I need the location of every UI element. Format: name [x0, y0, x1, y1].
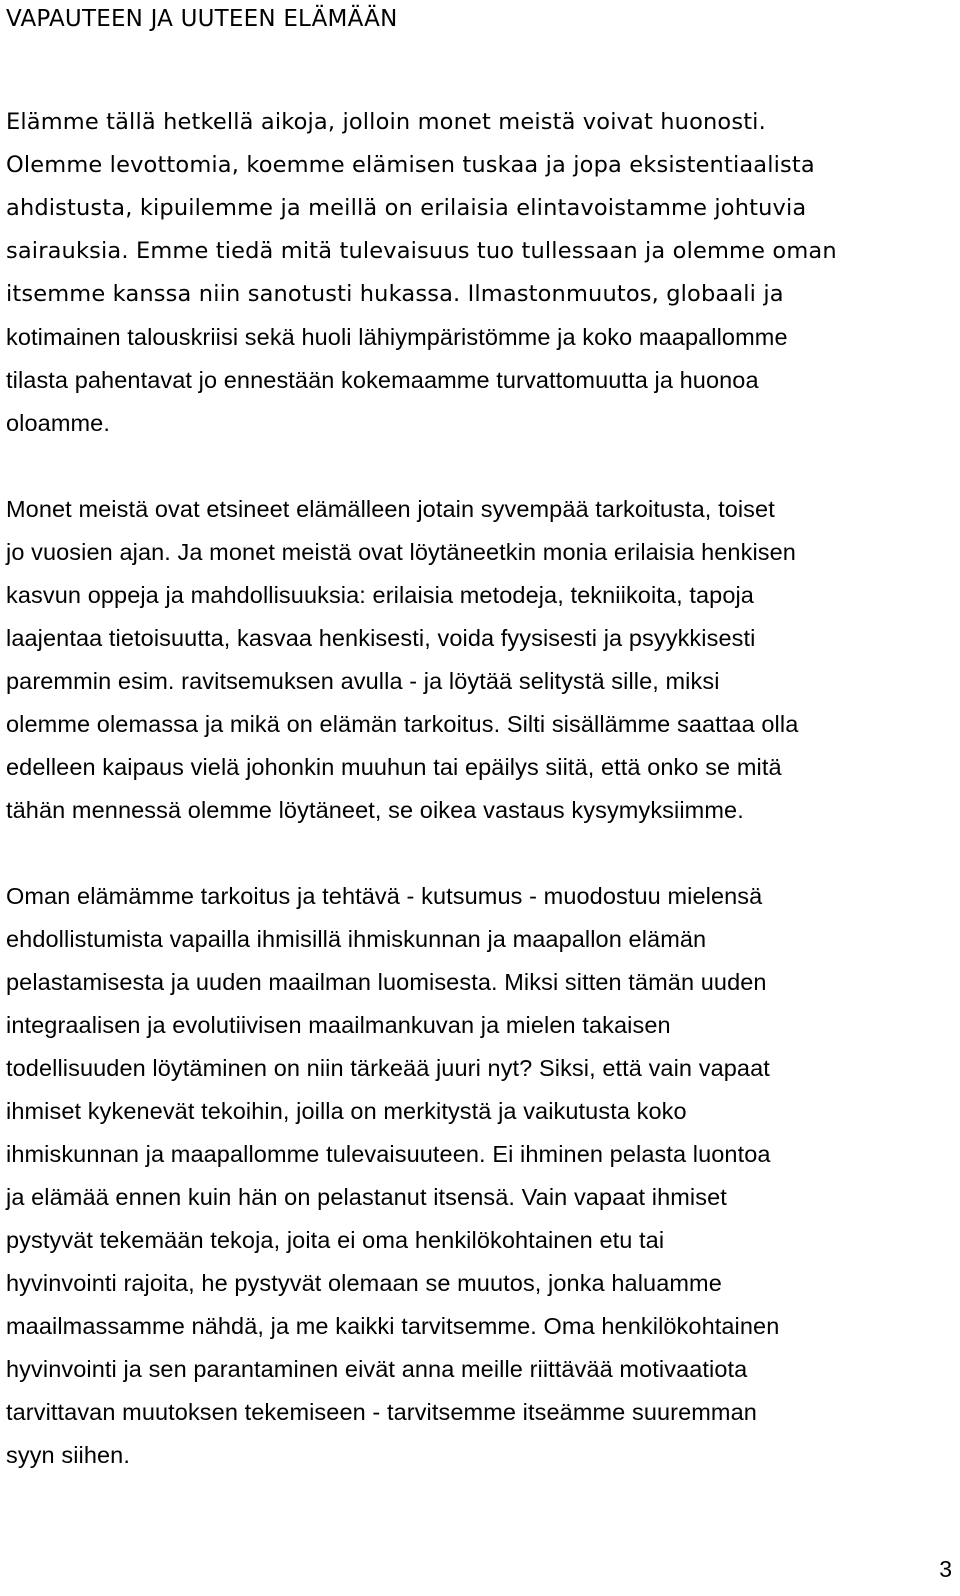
paragraph-line: paremmin esim. ravitsemuksen avulla - ja löytää selitystä sille, miksi — [6, 668, 720, 694]
paragraph-line: jo vuosien ajan. Ja monet meistä ovat löytäneetkin monia erilaisia henkisen — [6, 539, 796, 565]
paragraph-line: hyvinvointi rajoita, he pystyvät olemaan se muutos, jonka haluamme — [6, 1270, 722, 1296]
paragraph-line: oloamme. — [6, 410, 110, 436]
paragraph-line: pystyvät tekemään tekoja, joita ei oma henkilökohtainen etu tai — [6, 1227, 665, 1253]
paragraph-line: kasvun oppeja ja mahdollisuuksia: erilaisia metodeja, tekniikoita, tapoja — [6, 582, 754, 608]
paragraph-line: Oman elämämme tarkoitus ja tehtävä - kutsumus - muodostuu mielensä — [6, 883, 763, 909]
paragraph-line: laajentaa tietoisuutta, kasvaa henkisesti, voida fyysisesti ja psyykkisesti — [6, 625, 756, 651]
page-number: 3 — [939, 1556, 952, 1582]
paragraph-line: maailmassamme nähdä, ja me kaikki tarvitsemme. Oma henkilökohtainen — [6, 1313, 780, 1339]
paragraph-line: tähän mennessä olemme löytäneet, se oikea vastaus kysymyksiimme. — [6, 797, 744, 823]
paragraph-line: ihmiset kykenevät tekoihin, joilla on merkitystä ja vaikutusta koko — [6, 1098, 687, 1124]
paragraph-line: syyn siihen. — [6, 1442, 130, 1468]
paragraph-line: ihmiskunnan ja maapallomme tulevaisuuteen. Ei ihminen pelasta luontoa — [6, 1141, 771, 1167]
paragraph-line: ehdollistumista vapailla ihmisillä ihmiskunnan ja maapallon elämän — [6, 926, 707, 952]
paragraph-line: Monet meistä ovat etsineet elämälleen jotain syvempää tarkoitusta, toiset — [6, 496, 775, 522]
paragraph-line: Olemme levottomia, koemme elämisen tuskaa ja jopa eksistentiaalista — [6, 152, 815, 178]
paragraph-line: tilasta pahentavat jo ennestään kokemaamme turvattomuutta ja huonoa — [6, 367, 759, 393]
document-title: VAPAUTEEN JA UUTEEN ELÄMÄÄN — [6, 6, 398, 32]
paragraph-line: integraalisen ja evolutiivisen maailmankuvan ja mielen takaisen — [6, 1012, 671, 1038]
paragraph-line: sairauksia. Emme tiedä mitä tulevaisuus tuo tullessaan ja olemme oman — [6, 238, 837, 264]
paragraph-line: pelastamisesta ja uuden maailman luomisesta. Miksi sitten tämän uuden — [6, 969, 767, 995]
paragraph-line: ahdistusta, kipuilemme ja meillä on erilaisia elintavoistamme johtuvia — [6, 195, 807, 221]
paragraph-line: olemme olemassa ja mikä on elämän tarkoitus. Silti sisällämme saattaa olla — [6, 711, 799, 737]
paragraph-line: kotimainen talouskriisi sekä huoli lähiympäristömme ja koko maapallomme — [6, 324, 788, 350]
paragraph-line: itsemme kanssa niin sanotusti hukassa. Ilmastonmuutos, globaali ja — [6, 281, 784, 307]
paragraph-line: tarvittavan muutoksen tekemiseen - tarvitsemme itseämme suuremman — [6, 1399, 757, 1425]
paragraph-line: todellisuuden löytäminen on niin tärkeää juuri nyt? Siksi, että vain vapaat — [6, 1055, 770, 1081]
paragraph-line: ja elämää ennen kuin hän on pelastanut itsensä. Vain vapaat ihmiset — [6, 1184, 727, 1210]
paragraph-line: hyvinvointi ja sen parantaminen eivät anna meille riittävää motivaatiota — [6, 1356, 748, 1382]
paragraph-line: Elämme tällä hetkellä aikoja, jolloin monet meistä voivat huonosti. — [6, 109, 766, 135]
paragraph-line: edelleen kaipaus vielä johonkin muuhun tai epäilys siitä, että onko se mitä — [6, 754, 782, 780]
